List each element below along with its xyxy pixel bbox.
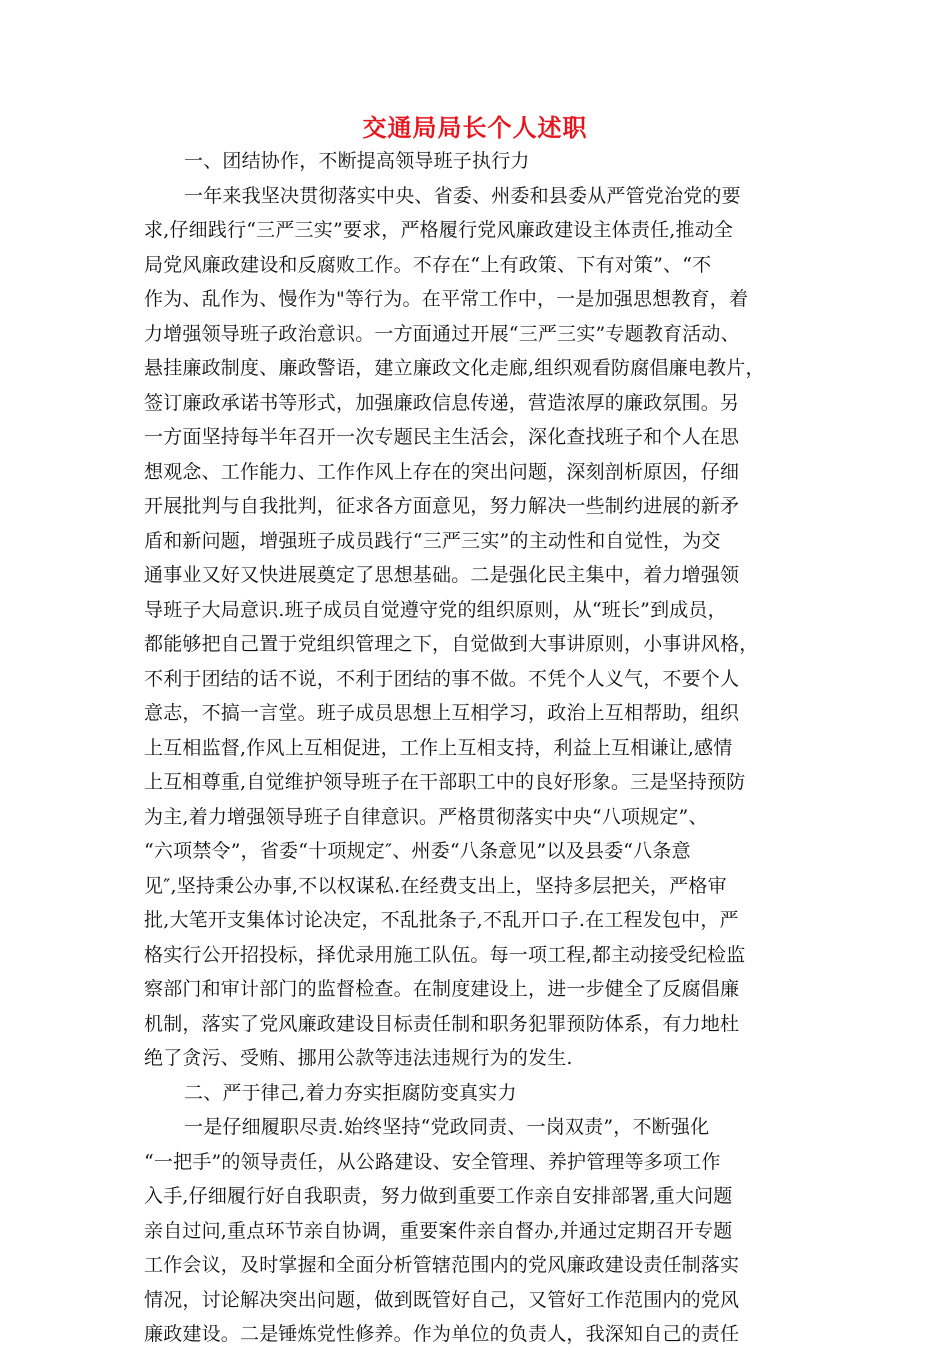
text-line: 一、团结协作，不断提高领导班子执行力 bbox=[184, 150, 530, 172]
text-line: 开展批判与自我批判，征求各方面意见，努力解决一些制约进展的新矛 bbox=[144, 495, 740, 517]
text-line: “六项禁令”，省委“十项规定″、州委“八条意见”以及县委“八条意 bbox=[144, 840, 691, 862]
text-line: 悬挂廉政制度、廉政警语，建立廉政文化走廊,组织观看防腐倡廉电教片， bbox=[144, 357, 765, 379]
text-line: 盾和新问题，增强班子成员践行“三严三实”的主动性和自觉性，为交 bbox=[144, 529, 721, 552]
text-line: 绝了贪污、受贿、挪用公款等违法违规行为的发生. bbox=[144, 1047, 573, 1069]
text-line: 机制，落实了党风廉政建设目标责任制和职务犯罪预防体系，有力地杜 bbox=[144, 1012, 740, 1035]
text-line: 为主,着力增强领导班子自律意识。严格贯彻落实中央“八项规定”、 bbox=[144, 805, 708, 828]
text-line: 格实行公开招投标，择优录用施工队伍。每一项工程,都主动接受纪检监 bbox=[144, 943, 746, 966]
text-line: 廉政建设。二是锤炼党性修养。作为单位的负责人，我深知自己的责任 bbox=[144, 1323, 740, 1345]
text-line: 工作会议，及时掌握和全面分析管辖范围内的党风廉政建设责任制落实 bbox=[144, 1254, 740, 1276]
text-line: 导班子大局意识.班子成员自觉遵守党的组织原则，从“班长”到成员， bbox=[144, 598, 727, 621]
text-line: “一把手”的领导责任，从公路建设、安全管理、养护管理等多项工作 bbox=[144, 1150, 721, 1173]
text-line: 亲自过问,重点环节亲自协调，重要案件亲自督办,并通过定期召开专题 bbox=[144, 1219, 733, 1242]
text-line: 一是仔细履职尽责.始终坚持“党政同责、一岗双责”，不断强化 bbox=[184, 1116, 710, 1138]
text-line: 作为、乱作为、慢作为"等行为。在平常工作中，一是加强思想教育，着 bbox=[144, 288, 749, 310]
text-line: 二、严于律己,着力夯实拒腐防变真实力 bbox=[184, 1081, 517, 1104]
text-line: 批,大笔开支集体讨论决定，不乱批条子,不乱开口子.在工程发包中，严 bbox=[144, 909, 739, 931]
text-line: 上互相尊重,自觉维护领导班子在干部职工中的良好形象。三是坚持预防 bbox=[144, 771, 746, 793]
text-line: 通事业又好又快进展奠定了思想基础。二是强化民主集中，着力增强领 bbox=[144, 564, 740, 586]
text-line: 一年来我坚决贯彻落实中央、省委、州委和县委从严管党治党的要 bbox=[184, 184, 741, 207]
text-line: 察部门和审计部门的监督检查。在制度建设上，进一步健全了反腐倡廉 bbox=[144, 978, 740, 1000]
text-line: 都能够把自己置于党组织管理之下，自觉做到大事讲原则，小事讲风格， bbox=[144, 633, 759, 655]
text-line: 情况，讨论解决突出问题，做到既管好自己，又管好工作范围内的党风 bbox=[144, 1288, 740, 1311]
text-line: 求,仔细践行“三严三实”要求，严格履行党风廉政建设主体责任,推动全 bbox=[144, 219, 734, 241]
text-line: 不利于团结的话不说，不利于团结的事不做。不凭个人义气，不要个人 bbox=[144, 667, 740, 690]
text-line: 意志，不搞一言堂。班子成员思想上互相学习，政治上互相帮助，组织 bbox=[144, 702, 740, 724]
text-line: 一方面坚持每半年召开一次专题民主生活会，深化查找班子和个人在思 bbox=[144, 426, 740, 448]
text-line: 想观念、工作能力、工作作风上存在的突出问题，深刻剖析原因，仔细 bbox=[144, 460, 740, 483]
document-title: 交通局局长个人述职 bbox=[362, 113, 588, 142]
text-line: 签订廉政承诺书等形式，加强廉政信息传递，营造浓厚的廉政氛围。另 bbox=[144, 391, 740, 414]
text-line: 见″,坚持秉公办事,不以权谋私.在经费支出上，坚持多层把关，严格审 bbox=[144, 874, 727, 897]
text-line: 力增强领导班子政治意识。一方面通过开展“三严三实”专题教育活动、 bbox=[144, 322, 740, 345]
document-body bbox=[144, 144, 812, 1352]
text-line: 上互相监督,作风上互相促进，工作上互相支持，利益上互相谦让,感情 bbox=[144, 736, 733, 759]
text-line: 局党风廉政建设和反腐败工作。不存在“上有政策、下有对策”、“不 bbox=[144, 253, 712, 276]
text-line: 入手,仔细履行好自我职责，努力做到重要工作亲自安排部署,重大问题 bbox=[144, 1185, 733, 1207]
